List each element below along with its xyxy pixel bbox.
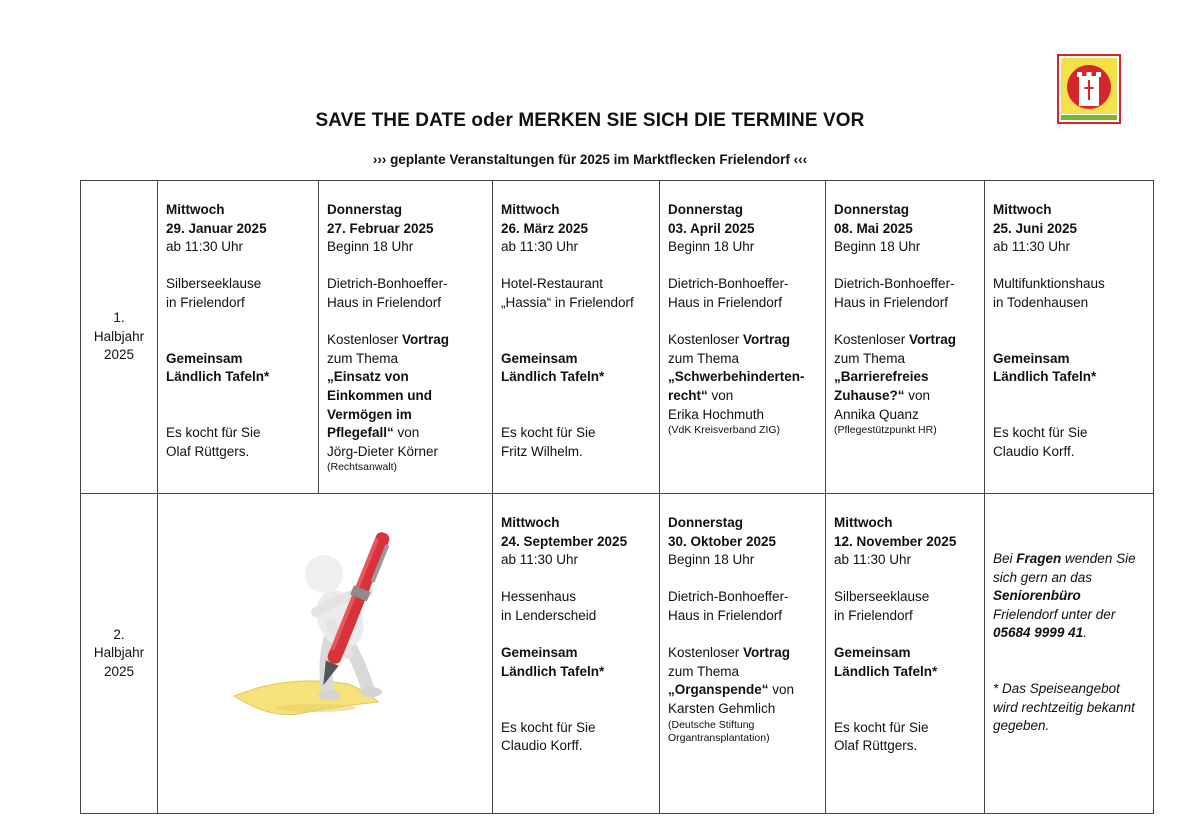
talk-topic: Einkommen und	[327, 387, 433, 403]
phone-number: 05684 9999 41	[993, 625, 1084, 641]
questions-word: Fragen	[1016, 551, 1062, 566]
event-program: Gemeinsam	[834, 645, 911, 661]
half-year-label: 2. Halbjahr 2025	[81, 494, 158, 814]
talk-topic: Zuhause?“	[834, 387, 905, 403]
event-date: 29. Januar 2025	[166, 220, 267, 236]
talk-affiliation: Organtransplantation)	[668, 731, 770, 744]
event-day: Mittwoch	[166, 202, 225, 217]
event-place: Dietrich-Bonhoeffer-	[834, 276, 955, 292]
event-cell	[158, 181, 319, 494]
event-place: Silberseeklause	[166, 276, 262, 292]
event-program: Ländlich Tafeln*	[166, 369, 270, 385]
figure-writing-with-pen-icon	[228, 524, 428, 724]
event-date: 08. Mai 2025	[834, 220, 913, 236]
event-cell	[493, 494, 660, 814]
talk-topic: recht“	[668, 387, 708, 403]
talk-intro: Kostenloser Vortrag	[327, 332, 450, 348]
event-date: 12. November 2025	[834, 533, 957, 549]
event-time: Beginn 18 Uhr	[834, 239, 921, 255]
event-place: Dietrich-Bonhoeffer-	[327, 276, 448, 292]
event-cell: Donnerstag 08. Mai 2025 Beginn 18 Uhr Dietrich-Bonhoeffer- Haus in Frielendorf Kostenloser Vortrag zum Thema „Barrierefreies Zuhause?“ von Annika Quanz (Pflegestützpunkt HR)	[826, 181, 985, 494]
event-program: Gemeinsam	[501, 645, 578, 661]
event-cell: Donnerstag 27. Februar 2025 Beginn 18 Uhr Dietrich-Bonhoeffer- Haus in Frielendorf Kostenloser Vortrag zum Thema „Einsatz von Einkommen und Vermögen im Pflegefall“ von Jörg-Dieter Körner (Rechtsanwalt)	[319, 181, 493, 494]
talk-topic: Pflegefall“	[327, 425, 394, 441]
talk-intro: Kostenloser Vortrag	[668, 645, 791, 661]
event-cell	[493, 181, 660, 494]
talk-speaker: Erika Hochmuth	[668, 406, 765, 422]
event-note: Olaf Rüttgers.	[166, 443, 250, 459]
event-cell	[826, 494, 985, 814]
event-time: ab 11:30 Uhr	[501, 552, 579, 568]
page-title: SAVE THE DATE oder MERKEN SIE SICH DIE TERMINE VOR	[315, 110, 865, 131]
footnote: * Das Speiseangebot	[993, 681, 1120, 697]
event-program: Ländlich Tafeln*	[501, 369, 605, 385]
event-place: Dietrich-Bonhoeffer-	[668, 589, 789, 605]
event-place: Haus in Frielendorf	[834, 294, 949, 310]
contact-info-cell: Bei Fragen wenden Sie sich gern an das Seniorenbüro Frielendorf unter der 05684 9999 41. * Das Speiseangebot wird rechtzeitig bekannt gegeben.	[985, 494, 1154, 814]
event-program: Ländlich Tafeln*	[834, 663, 938, 679]
event-date: 25. Juni 2025	[993, 220, 1078, 236]
event-day: Mittwoch	[501, 515, 560, 530]
page-subtitle: ››› geplante Veranstaltungen für 2025 im Marktflecken Frielendorf ‹‹‹	[372, 152, 808, 167]
footnote: gegeben.	[993, 718, 1050, 734]
event-program: Gemeinsam	[166, 350, 243, 366]
event-note: Olaf Rüttgers.	[834, 738, 918, 754]
schedule-table	[80, 180, 1154, 814]
event-place: in Lenderscheid	[501, 607, 597, 623]
event-place: Haus in Frielendorf	[668, 294, 783, 310]
event-time: Beginn 18 Uhr	[668, 239, 755, 255]
talk-affiliation: (Deutsche Stiftung	[668, 718, 755, 731]
event-place: Hotel-Restaurant	[501, 276, 604, 292]
event-date: 26. März 2025	[501, 220, 589, 236]
event-day: Donnerstag	[327, 202, 403, 217]
talk-affiliation: (VdK Kreisverband ZIG)	[668, 424, 781, 437]
talk-affiliation: (Pflegestützpunkt HR)	[834, 424, 937, 437]
event-time: Beginn 18 Uhr	[668, 552, 755, 568]
talk-theme-label: zum Thema	[327, 350, 399, 366]
event-time: ab 11:30 Uhr	[166, 239, 244, 255]
senior-office-name: Seniorenbüro	[993, 588, 1081, 604]
event-day: Mittwoch	[501, 202, 560, 217]
event-date: 03. April 2025	[668, 220, 755, 236]
event-program: Gemeinsam	[993, 350, 1070, 366]
talk-intro: Kostenloser Vortrag	[668, 332, 791, 348]
event-time: ab 11:30 Uhr	[993, 239, 1071, 255]
event-day: Donnerstag	[668, 515, 744, 530]
illustration-cell	[158, 494, 493, 814]
event-day: Mittwoch	[993, 202, 1052, 217]
talk-speaker: Jörg-Dieter Körner	[327, 443, 439, 459]
event-note: Claudio Korff.	[501, 738, 583, 754]
event-place: Dietrich-Bonhoeffer-	[668, 276, 789, 292]
event-place: Haus in Frielendorf	[327, 294, 442, 310]
event-cell: Donnerstag 30. Oktober 2025 Beginn 18 Uhr Dietrich-Bonhoeffer- Haus in Frielendorf Kostenloser Vortrag zum Thema „Organspende“ von Karsten Gehmlich (Deutsche Stiftung Organtransplantation)	[660, 494, 826, 814]
talk-topic: „Schwerbehinderten-	[668, 369, 805, 385]
event-place: Multifunktionshaus	[993, 276, 1105, 292]
event-day: Donnerstag	[834, 202, 910, 217]
event-program: Ländlich Tafeln*	[993, 369, 1097, 385]
event-day: Mittwoch	[834, 515, 893, 530]
event-date: 27. Februar 2025	[327, 220, 434, 236]
talk-topic: „Einsatz von	[327, 369, 409, 385]
event-program: Gemeinsam	[501, 350, 578, 366]
talk-speaker: Karsten Gehmlich	[668, 700, 776, 716]
event-time: ab 11:30 Uhr	[834, 552, 912, 568]
table-row	[81, 181, 1154, 494]
event-time: ab 11:30 Uhr	[501, 239, 579, 255]
event-place: in Todenhausen	[993, 294, 1089, 310]
footnote: wird rechtzeitig bekannt	[993, 699, 1135, 715]
event-place: Hessenhaus	[501, 589, 577, 605]
event-place: „Hassia“ in Frielendorf	[501, 294, 634, 310]
half-year-label: 1. Halbjahr 2025	[81, 181, 158, 494]
talk-theme-label: zum Thema	[668, 663, 740, 679]
event-cell	[985, 181, 1154, 494]
event-note: Es kocht für Sie	[993, 425, 1088, 441]
talk-theme-label: zum Thema	[668, 350, 740, 366]
event-time: Beginn 18 Uhr	[327, 239, 414, 255]
talk-topic: „Barrierefreies	[834, 369, 929, 385]
event-note: Es kocht für Sie	[501, 719, 596, 735]
event-cell: Donnerstag 03. April 2025 Beginn 18 Uhr Dietrich-Bonhoeffer- Haus in Frielendorf Kostenloser Vortrag zum Thema „Schwerbehinderten- recht“ von Erika Hochmuth (VdK Kreisverband ZIG)	[660, 181, 826, 494]
event-date: 30. Oktober 2025	[668, 533, 777, 549]
talk-affiliation: (Rechtsanwalt)	[327, 461, 398, 474]
talk-intro: Kostenloser Vortrag	[834, 332, 957, 348]
event-place: Haus in Frielendorf	[668, 607, 783, 623]
event-place: in Frielendorf	[166, 294, 245, 310]
event-place: Silberseeklause	[834, 589, 930, 605]
event-note: Claudio Korff.	[993, 443, 1075, 459]
talk-topic: Vermögen im	[327, 406, 412, 422]
event-program: Ländlich Tafeln*	[501, 663, 605, 679]
event-day: Donnerstag	[668, 202, 744, 217]
talk-theme-label: zum Thema	[834, 350, 906, 366]
event-date: 24. September 2025	[501, 533, 628, 549]
talk-speaker: Annika Quanz	[834, 406, 919, 422]
event-note: Es kocht für Sie	[834, 719, 929, 735]
event-note: Es kocht für Sie	[501, 425, 596, 441]
event-note: Fritz Wilhelm.	[501, 443, 583, 459]
table-row	[81, 494, 1154, 814]
event-note: Es kocht für Sie	[166, 425, 261, 441]
talk-topic: „Organspende“	[668, 682, 769, 698]
event-place: in Frielendorf	[834, 607, 913, 623]
